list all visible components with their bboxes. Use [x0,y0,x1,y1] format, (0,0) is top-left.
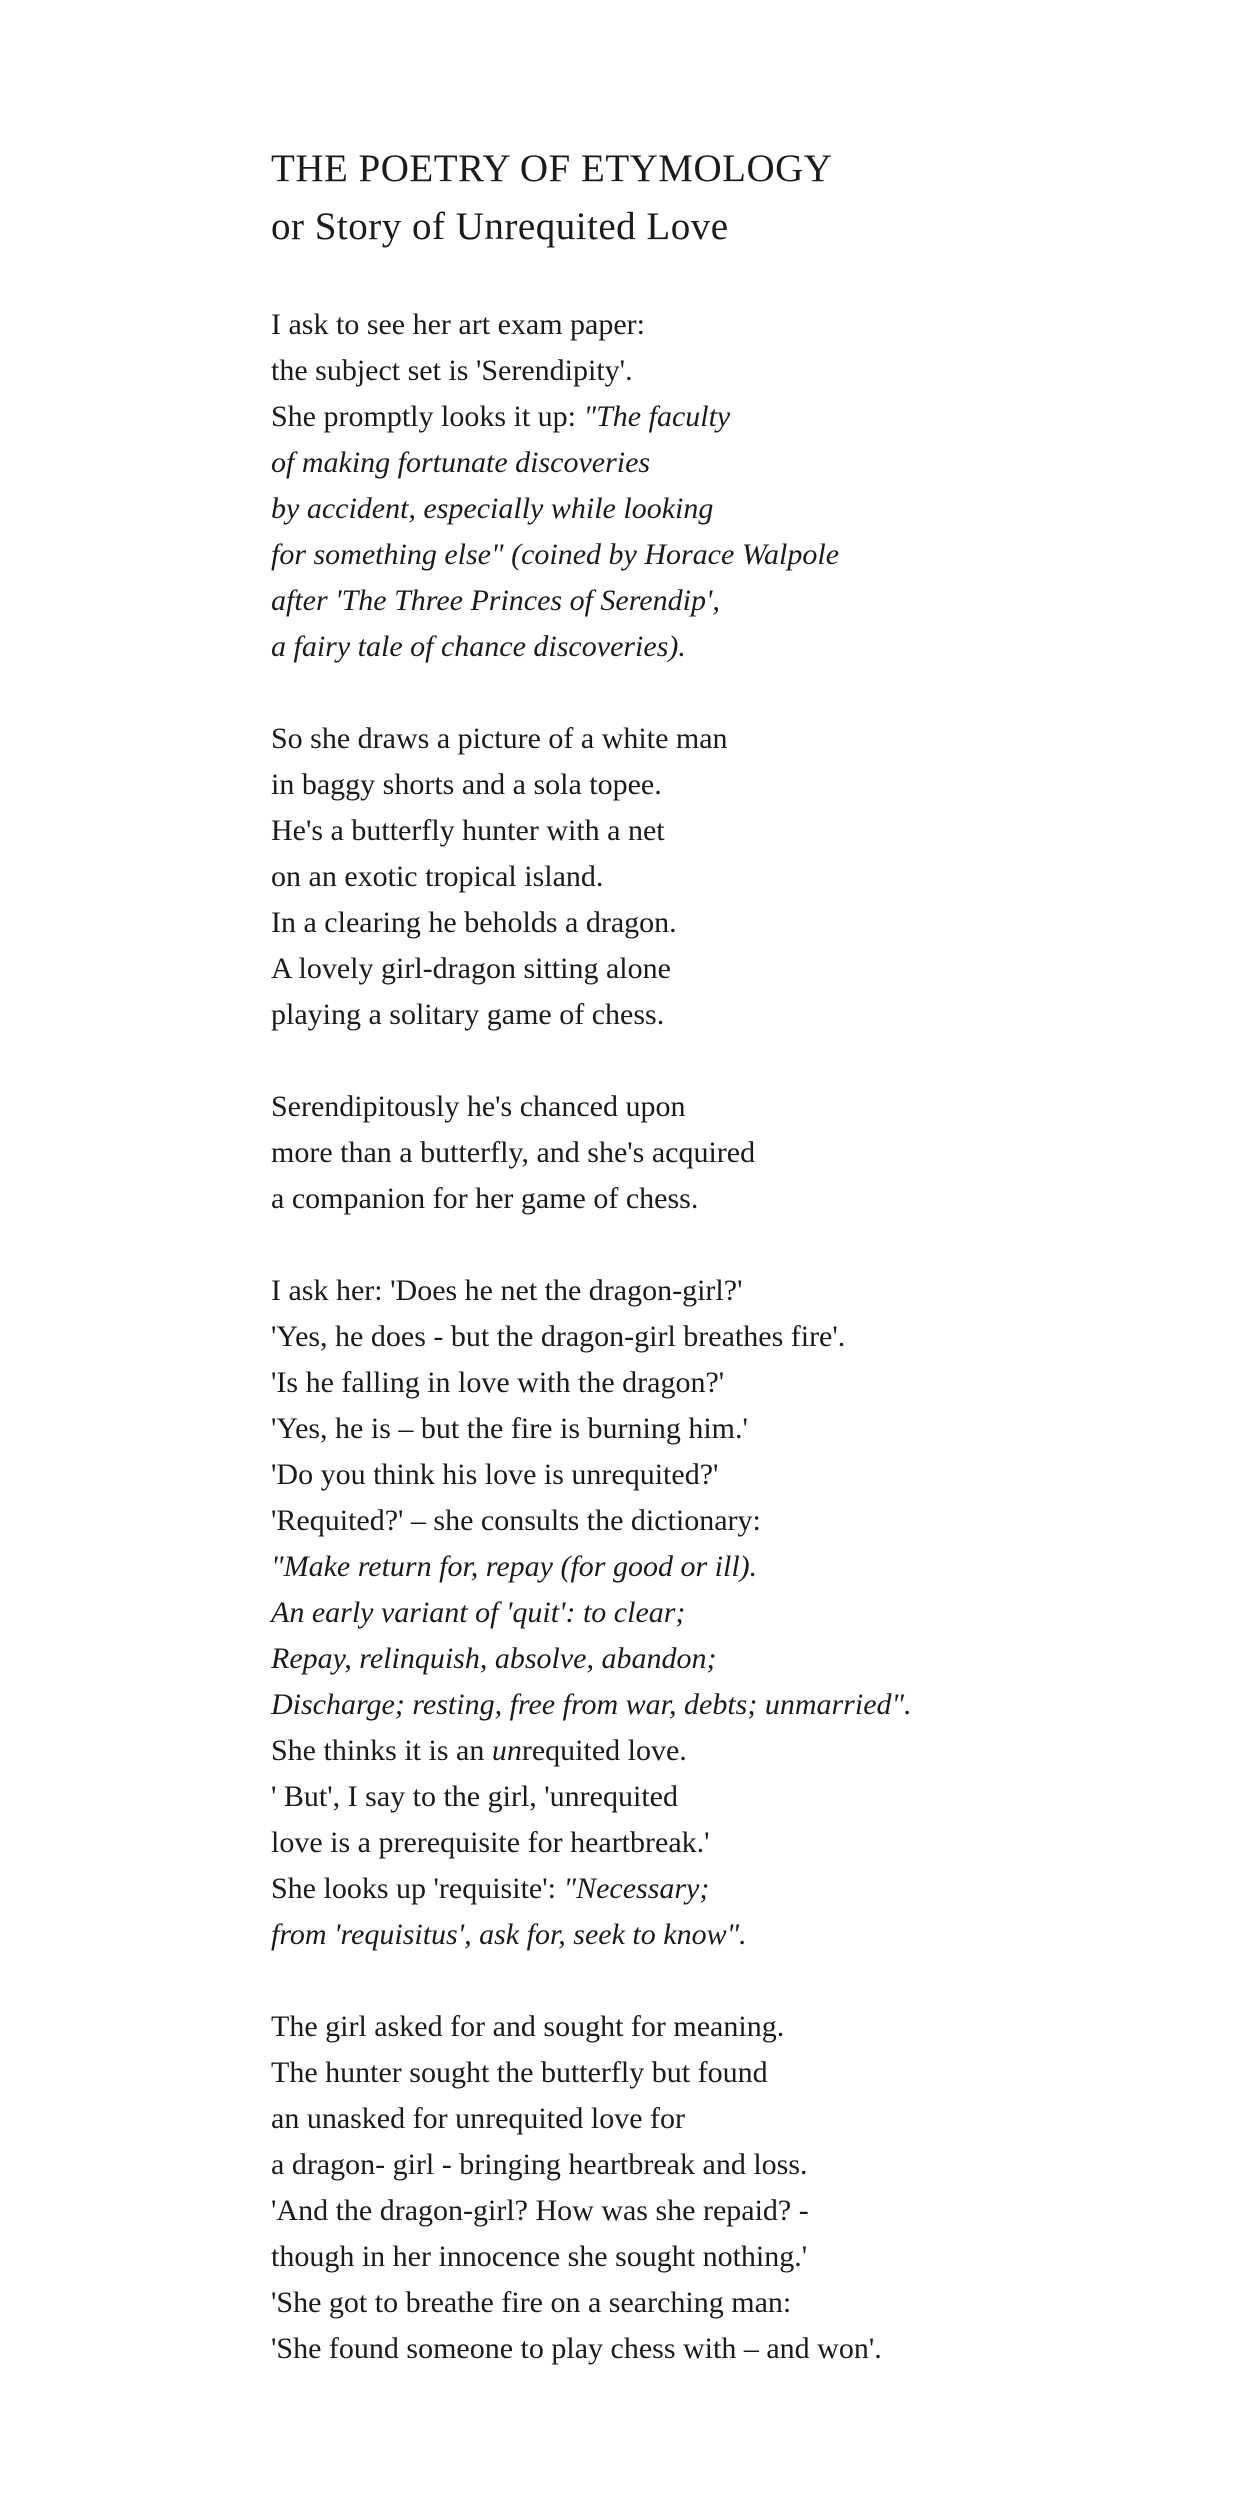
poem-segment-italic: Repay, relinquish, absolve, abandon; [271,1642,717,1675]
poem-line [271,1544,1131,1590]
poem-segment: 'And the dragon-girl? How was she repaid? - [271,2194,809,2227]
poem-segment: in baggy shorts and a sola topee. [271,768,662,801]
poem-segment: So she draws a picture of a white man [271,722,728,755]
poem-line [271,1636,1131,1682]
poem-line [271,992,1131,1038]
poem-line [271,1774,1131,1820]
poem-stanza [271,1268,1131,1958]
poem-line [271,716,1131,762]
poem-segment: Serendipitously he's chanced upon [271,1090,686,1123]
poem-line [271,2234,1131,2280]
poem-segment: on an exotic tropical island. [271,860,604,893]
poem-segment: a companion for her game of chess. [271,1182,699,1215]
poem-segment: She looks up 'requisite': [271,1872,564,1905]
poem-segment-italic: "The faculty [583,400,731,433]
poem-segment-italic: a fairy tale of chance discoveries). [271,630,686,663]
poem-segment: more than a butterfly, and she's acquired [271,1136,756,1169]
poem-line [271,440,1131,486]
poem-line [271,624,1131,670]
poem-line [271,900,1131,946]
poem-line [271,532,1131,578]
poem-segment: 'Do you think his love is unrequited?' [271,1458,719,1491]
poem-segment: I ask to see her art exam paper: [271,308,645,341]
poem-segment: The hunter sought the butterfly but found [271,2056,768,2089]
poem-segment-italic: by accident, especially while looking [271,492,714,525]
poem-segment: playing a solitary game of chess. [271,998,665,1031]
poem-segment: ' But', I say to the girl, 'unrequited [271,1780,678,1813]
poem-line [271,348,1131,394]
poem-segment: 'She got to breathe fire on a searching man: [271,2286,792,2319]
poem-line [271,808,1131,854]
poem-segment: 'Requited?' – she consults the dictionary: [271,1504,761,1537]
poem-segment-italic: "Make return for, repay (for good or ill). [271,1550,758,1583]
poem-segment: 'She found someone to play chess with – and won'. [271,2332,882,2365]
poem-line [271,1268,1131,1314]
poem-line [271,1912,1131,1958]
poem-segment-italic: of making fortunate discoveries [271,446,651,479]
poem-body [271,302,1131,2372]
poem-line [271,762,1131,808]
poem-segment: She promptly looks it up: [271,400,584,433]
poem-line [271,2280,1131,2326]
poem-segment: the subject set is 'Serendipity'. [271,354,633,387]
poem-line [271,1728,1131,1774]
poem-segment: She thinks it is an [271,1734,492,1767]
poem-stanza [271,1084,1131,1222]
poem-line [271,394,1131,440]
poem-line [271,2096,1131,2142]
poem-segment: though in her innocence she sought nothing.' [271,2240,808,2273]
poem-segment-italic: "Necessary; [563,1872,710,1905]
poem-title: THE POETRY OF ETYMOLOGY [271,147,833,190]
poem-stanza [271,716,1131,1038]
poem-segment: a dragon- girl - bringing heartbreak and loss. [271,2148,808,2181]
poem-line [271,1866,1131,1912]
poem-line [271,854,1131,900]
poem-segment-italic: after 'The Three Princes of Serendip', [271,584,720,617]
poem-line [271,1084,1131,1130]
poem-line [271,1452,1131,1498]
poem-segment: 'Is he falling in love with the dragon?' [271,1366,725,1399]
poem-segment: 'Yes, he is – but the fire is burning him.' [271,1412,748,1445]
poem-line [271,2142,1131,2188]
poem-line [271,1360,1131,1406]
poem-segment: He's a butterfly hunter with a net [271,814,665,847]
poem-segment: A lovely girl-dragon sitting alone [271,952,671,985]
poem-line [271,1682,1131,1728]
poem-line [271,2326,1131,2372]
poem-segment: requited love. [521,1734,687,1767]
poem-line [271,2050,1131,2096]
poem-line [271,1590,1131,1636]
poem-text-block [271,140,1131,2372]
poem-line [271,1406,1131,1452]
poem-line [271,1130,1131,1176]
poem-line [271,1314,1131,1360]
poem-line [271,578,1131,624]
poem-line [271,1820,1131,1866]
poem-segment-italic: Discharge; resting, free from war, debts; unmarried". [271,1688,912,1721]
poem-line [271,302,1131,348]
poem-line [271,2188,1131,2234]
poem-segment: 'Yes, he does - but the dragon-girl breathes fire'. [271,1320,846,1353]
poem-segment: In a clearing he beholds a dragon. [271,906,677,939]
poem-segment-italic: An early variant of 'quit': to clear; [271,1596,686,1629]
poem-segment-italic: for something else" (coined by Horace Walpole [271,538,840,571]
poem-line [271,486,1131,532]
poem-line [271,946,1131,992]
poem-stanza [271,2004,1131,2372]
poem-line [271,1176,1131,1222]
poem-segment-italic: from 'requisitus', ask for, seek to know". [271,1918,747,1951]
poem-line [271,1498,1131,1544]
poem-line [271,2004,1131,2050]
poem-segment-italic: un [491,1734,522,1767]
poem-subtitle: or Story of Unrequited Love [271,205,729,248]
poem-segment: The girl asked for and sought for meaning. [271,2010,785,2043]
poem-segment: I ask her: 'Does he net the dragon-girl?' [271,1274,743,1307]
poem-segment: an unasked for unrequited love for [271,2102,686,2135]
poem-segment: love is a prerequisite for heartbreak.' [271,1826,710,1859]
poem-stanza [271,302,1131,670]
poem-title-block [271,140,1131,256]
